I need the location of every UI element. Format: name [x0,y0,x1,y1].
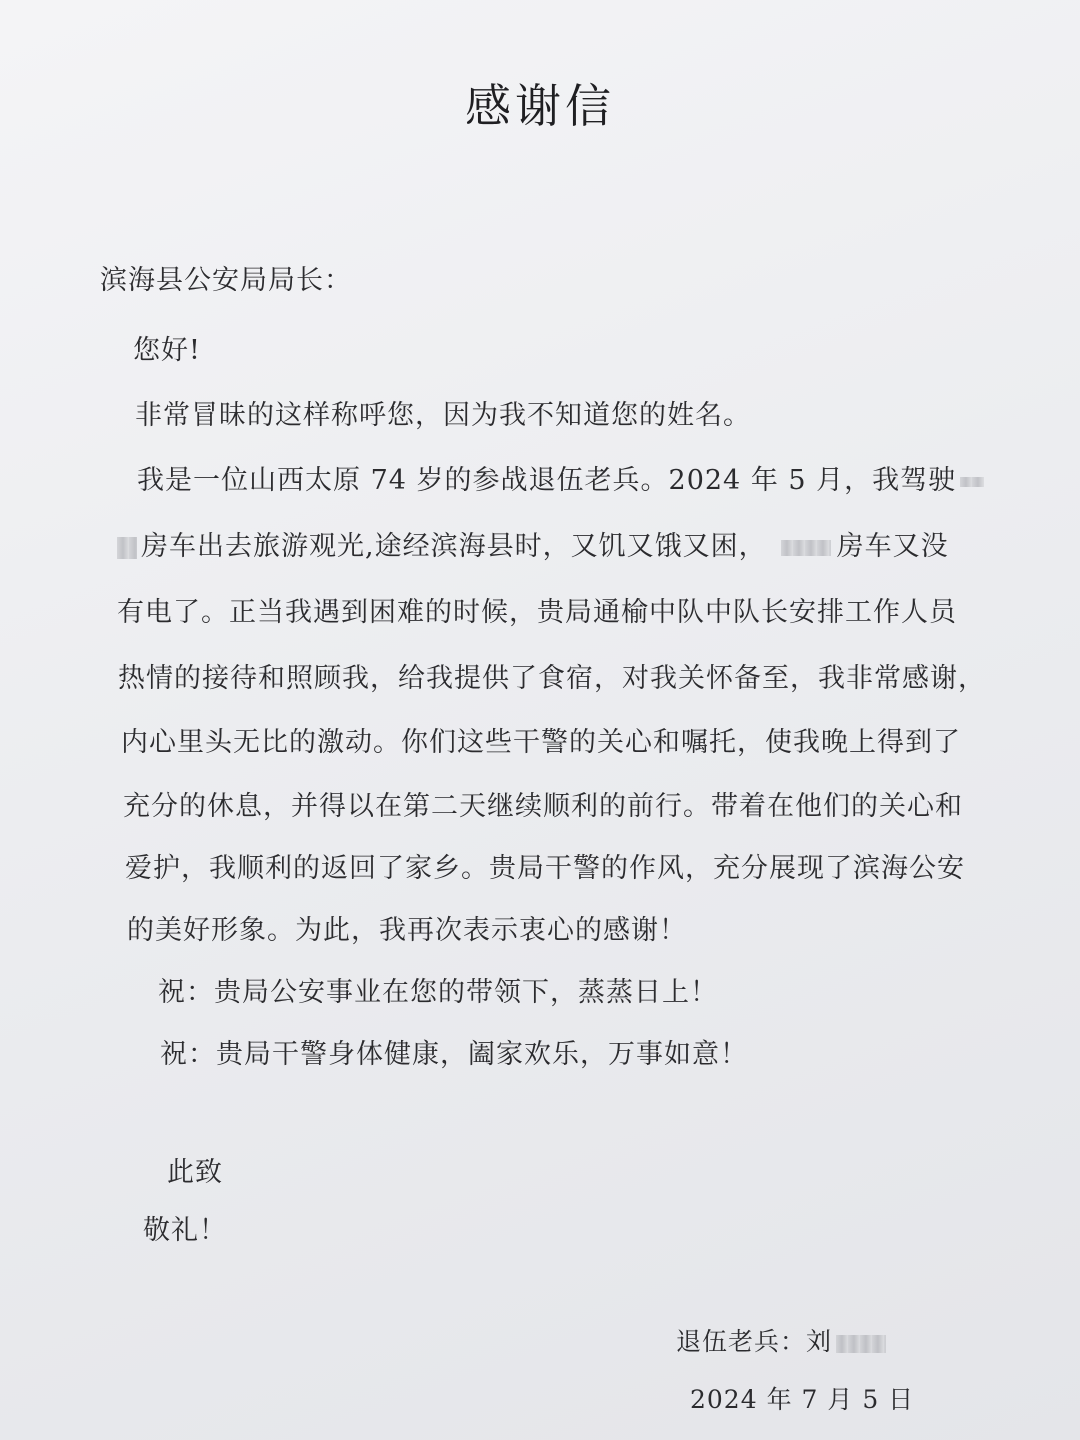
paragraph-2-line-1-text: 我是一位山西太原 74 岁的参战退伍老兵。2024 年 5 月，我驾驶 [137,465,957,496]
paragraph-1: 非常冒昧的这样称呼您，因为我不知道您的姓名。 [135,400,751,431]
signature [676,1322,886,1358]
redaction-mark [960,477,984,487]
paragraph-2-line-4: 热情的接待和照顾我，给我提供了食宿，对我关怀备至，我非常感谢， [118,663,986,694]
paragraph-2-line-1 [137,458,984,497]
redaction-mark [836,1335,886,1353]
paragraph-2-line-3: 有电了。正当我遇到困难的时候，贵局通榆中队中队长安排工作人员 [117,597,957,628]
paragraph-2-line-8: 的美好形象。为此，我再次表示衷心的感谢！ [127,915,687,946]
letter-title: 感谢信 [465,79,615,133]
wish-line-2: 祝：贵局干警身体健康，阖家欢乐，万事如意！ [160,1039,748,1070]
closing-jingli: 敬礼！ [143,1215,227,1246]
greeting: 您好! [133,335,201,366]
paragraph-2-line-2b-text: 房车又没 [836,531,949,562]
redaction-mark [117,537,137,559]
salutation: 滨海县公安局局长： [100,265,352,296]
paragraph-2-line-2 [117,524,949,563]
wish-line-1: 祝：贵局公安事业在您的带领下，蒸蒸日上！ [158,977,718,1008]
closing-cizhi: 此致 [167,1157,223,1188]
signature-text: 退伍老兵：刘 [676,1327,833,1356]
paragraph-2-line-2a-text: 房车出去旅游观光,途经滨海县时，又饥又饿又困， [141,531,767,562]
paragraph-2-line-6: 充分的休息，并得以在第二天继续顺利的前行。带着在他们的关心和 [123,791,963,822]
letter-date: 2024 年 7 月 5 日 [690,1385,915,1414]
redaction-mark [781,540,831,556]
paragraph-2-line-7: 爱护，我顺利的返回了家乡。贵局干警的作风，充分展现了滨海公安 [125,853,965,884]
paragraph-2-line-5: 内心里头无比的激动。你们这些干警的关心和嘱托，使我晚上得到了 [121,727,961,758]
